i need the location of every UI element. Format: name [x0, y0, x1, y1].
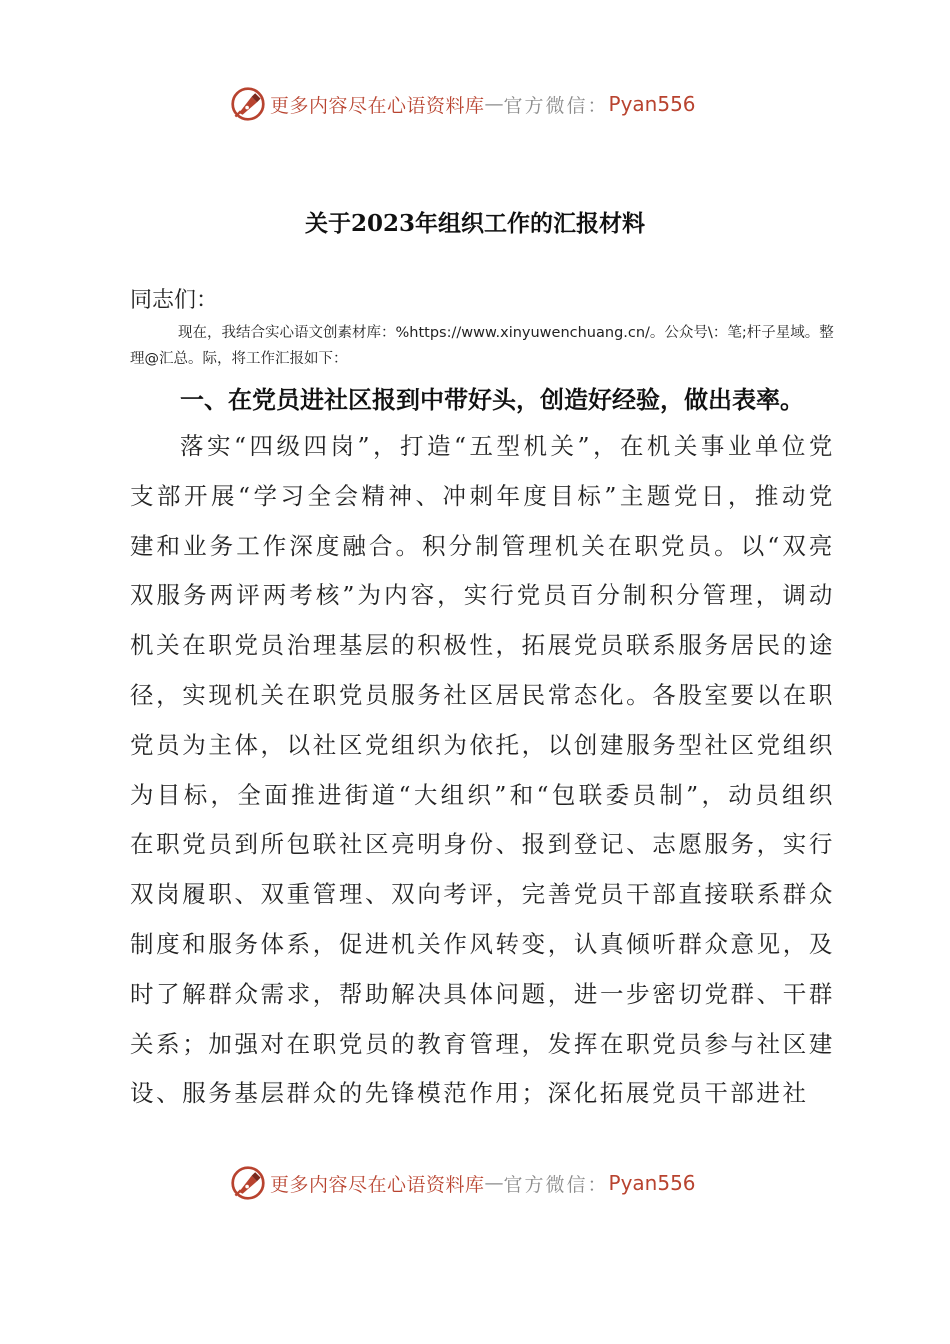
header-banner	[230, 84, 750, 124]
banner-wechat-label: 官方微信：	[503, 1173, 609, 1196]
banner-separator: —	[484, 93, 504, 115]
greeting: 同志们：	[130, 288, 219, 313]
banner-wechat-label: 官方微信：	[503, 94, 609, 117]
body-paragraph: 落实“四级四岗”，打造“五型机关”，在机关事业单位党支部开展“学习全会精神、冲刺年度目标”主题党日，推动党建和业务工作深度融合。积分制管理机关在职党员。以“双亮双服务两评两考核”为内容，实行党员百分制积分管理，调动机关在职党员治理基层的积极性，拓展党员联系服务居民的途径，实现机关在职党员服务社区居民常态化。各股室要以在职党员为主体，以社区党组织为依托，以创建服务型社区党组织为目标，全面推进街道“大组织”和“包联委员制”，动员组织在职党员到所包联社区亮明身份、报到登记、志愿服务，实行双岗履职、双重管理、双向考评，完善党员干部直接联系群众制度和服务体系，促进机关作风转变，认真倾听群众意见，及时了解群众需求，帮助解决具体问题，进一步密切党群、干群关系；加强对在职党员的教育管理，发挥在职党员参与社区建设、服务基层群众的先锋模范作用；深化拓展党员干部进社	[130, 432, 835, 1108]
document-title: 关于2023年组织工作的汇报材料	[304, 210, 645, 237]
banner-separator: —	[484, 1172, 504, 1194]
banner-wechat-id: Pyan556	[608, 92, 696, 116]
pen-nib-logo-icon	[230, 86, 266, 122]
intro-paragraph: 现在，我结合实心语文创素材库：%https://www.xinyuwenchuang.cn/。公众号\：笔;杆子星域。整理@汇总。际，将工作汇报如下：	[130, 325, 834, 367]
banner-text: 更多内容尽在心语资料库	[270, 1173, 485, 1196]
banner-wechat-id: Pyan556	[608, 1171, 696, 1195]
section-heading: 一、在党员进社区报到中带好头，创造好经验，做出表率。	[180, 385, 804, 414]
banner-text: 更多内容尽在心语资料库	[270, 94, 485, 117]
footer-banner	[230, 1163, 750, 1203]
pen-nib-logo-icon	[230, 1165, 266, 1201]
